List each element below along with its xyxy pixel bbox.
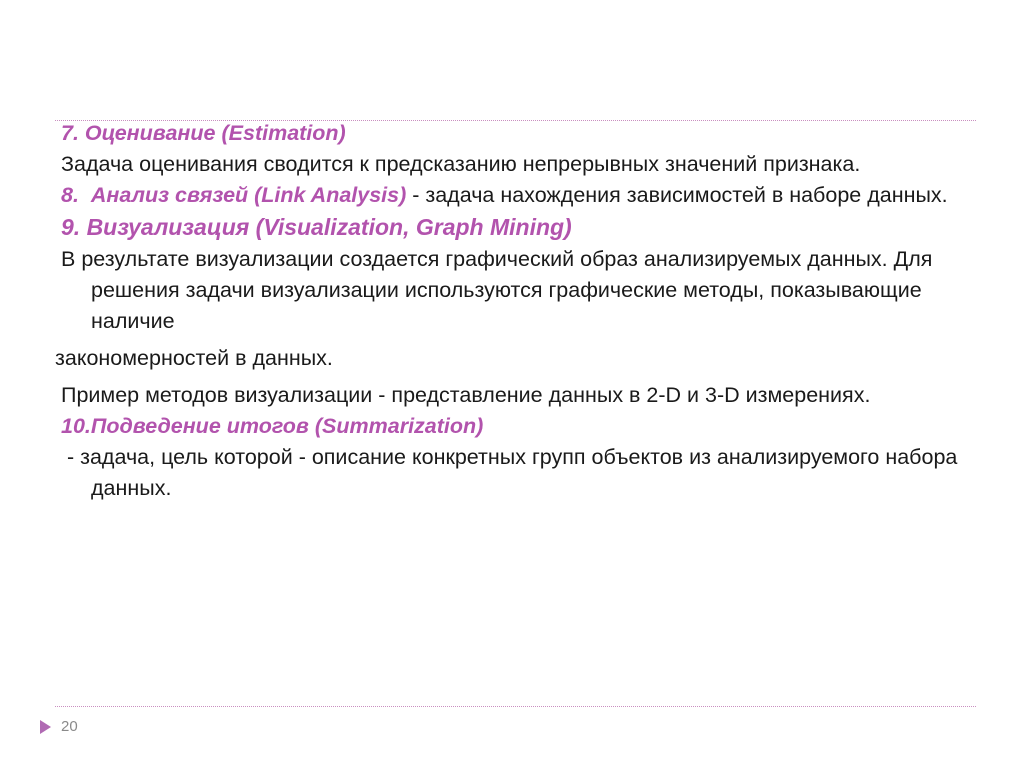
paragraph-visualization-example: Пример методов визуализации - представление данных в 2-D и 3-D измерениях. bbox=[61, 383, 871, 407]
heading-visualization: 9. Визуализация (Visualization, Graph Mining) bbox=[61, 214, 572, 240]
heading-link-analysis: 8. Анализ связей (Link Analysis) bbox=[61, 183, 407, 207]
page-number: 20 bbox=[61, 718, 78, 735]
triangle-icon bbox=[40, 720, 51, 734]
heading-estimation: 7. Оценивание (Estimation) bbox=[61, 121, 346, 145]
slide-footer bbox=[40, 718, 78, 735]
paragraph-summarization: - задача, цель которой - описание конкретных групп объектов из анализируемого набора данных. bbox=[61, 445, 964, 500]
paragraph-visualization: В результате визуализации создается графический образ анализируемых данных. Для решения задачи визуализации используются графические методы, показывающие наличие bbox=[61, 247, 939, 333]
paragraph-estimation: Задача оценивания сводится к предсказанию непрерывных значений признака. bbox=[61, 152, 861, 176]
slide-content bbox=[55, 118, 976, 504]
heading-summarization: 10.Подведение итогов (Summarization) bbox=[61, 414, 484, 438]
paragraph-link-analysis bbox=[55, 180, 976, 211]
paragraph-link-analysis-text: - задача нахождения зависимостей в наборе данных. bbox=[406, 183, 948, 207]
paragraph-visualization-cont: закономерностей в данных. bbox=[55, 346, 333, 370]
divider-bottom bbox=[55, 706, 976, 707]
